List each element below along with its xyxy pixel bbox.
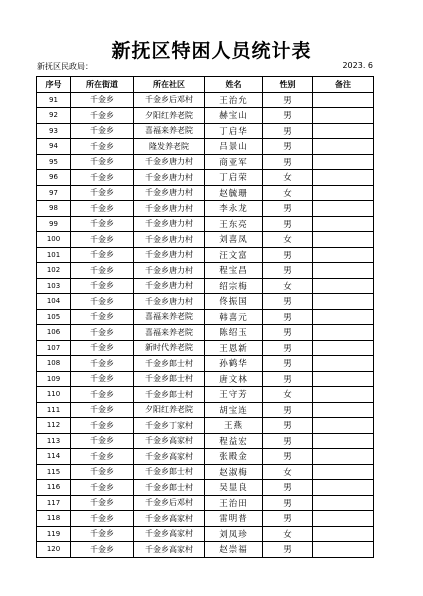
table-row (37, 449, 374, 465)
name-cell: 胡宝连 (205, 402, 263, 418)
gender-cell: 男 (263, 542, 313, 558)
gender-cell: 男 (263, 216, 313, 232)
serial-no-cell: 104 (37, 294, 71, 310)
community-cell: 千金乡郎士村 (134, 371, 205, 387)
serial-no-cell: 92 (37, 108, 71, 124)
issuing-unit: 新抚区民政局： (37, 62, 93, 71)
gender-cell: 男 (263, 139, 313, 155)
serial-no-cell: 107 (37, 340, 71, 356)
street-cell: 千金乡 (71, 263, 134, 279)
serial-no-cell: 120 (37, 542, 71, 558)
gender-cell: 女 (263, 387, 313, 403)
gender-cell: 男 (263, 511, 313, 527)
table-row (37, 495, 374, 511)
serial-no-cell: 97 (37, 185, 71, 201)
gender-cell: 男 (263, 356, 313, 372)
community-cell: 千金乡高家村 (134, 449, 205, 465)
header-row (37, 77, 374, 93)
remarks-cell (313, 495, 374, 511)
name-cell: 孙鹤华 (205, 356, 263, 372)
table-row (37, 154, 374, 170)
table-row (37, 92, 374, 108)
table-row (37, 480, 374, 496)
serial-no-cell: 108 (37, 356, 71, 372)
gender-cell: 女 (263, 464, 313, 480)
gender-cell: 男 (263, 108, 313, 124)
remarks-cell (313, 309, 374, 325)
serial-no-cell: 98 (37, 201, 71, 217)
name-cell: 绍宗梅 (205, 278, 263, 294)
gender-cell: 男 (263, 201, 313, 217)
community-cell: 千金乡高家村 (134, 433, 205, 449)
gender-cell: 男 (263, 433, 313, 449)
remarks-cell (313, 170, 374, 186)
community-cell: 千金乡唐力村 (134, 154, 205, 170)
document-date: 2023. 6 (342, 61, 373, 70)
gender-cell: 男 (263, 263, 313, 279)
community-cell: 千金乡唐力村 (134, 170, 205, 186)
street-cell: 千金乡 (71, 433, 134, 449)
community-cell: 夕阳红养老院 (134, 108, 205, 124)
table-row (37, 340, 374, 356)
remarks-cell (313, 387, 374, 403)
table-row (37, 542, 374, 558)
name-cell: 赫宝山 (205, 108, 263, 124)
gender-cell: 男 (263, 495, 313, 511)
remarks-cell (313, 356, 374, 372)
street-cell: 千金乡 (71, 170, 134, 186)
table-row (37, 294, 374, 310)
gender-cell: 男 (263, 449, 313, 465)
gender-cell: 女 (263, 278, 313, 294)
remarks-cell (313, 402, 374, 418)
table-row (37, 232, 374, 248)
name-cell: 王守芳 (205, 387, 263, 403)
table-row (37, 247, 374, 263)
serial-no-cell: 102 (37, 263, 71, 279)
street-cell: 千金乡 (71, 123, 134, 139)
street-cell: 千金乡 (71, 92, 134, 108)
community-cell: 千金乡郎士村 (134, 356, 205, 372)
name-cell: 汪文富 (205, 247, 263, 263)
remarks-cell (313, 247, 374, 263)
community-cell: 千金乡唐力村 (134, 294, 205, 310)
gender-cell: 男 (263, 92, 313, 108)
street-cell: 千金乡 (71, 232, 134, 248)
street-cell: 千金乡 (71, 464, 134, 480)
street-cell: 千金乡 (71, 495, 134, 511)
gender-cell: 男 (263, 309, 313, 325)
serial-no-cell: 96 (37, 170, 71, 186)
serial-no-cell: 106 (37, 325, 71, 341)
remarks-cell (313, 480, 374, 496)
header-gender: 性别 (263, 77, 313, 93)
serial-no-cell: 103 (37, 278, 71, 294)
remarks-cell (313, 418, 374, 434)
gender-cell: 男 (263, 247, 313, 263)
community-cell: 千金乡唐力村 (134, 216, 205, 232)
name-cell: 吴显良 (205, 480, 263, 496)
name-cell: 王恩新 (205, 340, 263, 356)
gender-cell: 男 (263, 371, 313, 387)
name-cell: 雷明普 (205, 511, 263, 527)
street-cell: 千金乡 (71, 309, 134, 325)
name-cell: 王治田 (205, 495, 263, 511)
remarks-cell (313, 139, 374, 155)
name-cell: 王治允 (205, 92, 263, 108)
serial-no-cell: 115 (37, 464, 71, 480)
serial-no-cell: 117 (37, 495, 71, 511)
name-cell: 程益宏 (205, 433, 263, 449)
table-row (37, 278, 374, 294)
table-row (37, 309, 374, 325)
table-row (37, 216, 374, 232)
remarks-cell (313, 542, 374, 558)
community-cell: 新时代养老院 (134, 340, 205, 356)
street-cell: 千金乡 (71, 526, 134, 542)
name-cell: 赵毓珊 (205, 185, 263, 201)
serial-no-cell: 101 (37, 247, 71, 263)
street-cell: 千金乡 (71, 247, 134, 263)
table-row (37, 356, 374, 372)
remarks-cell (313, 340, 374, 356)
table-row (37, 325, 374, 341)
name-cell: 韩喜元 (205, 309, 263, 325)
gender-cell: 男 (263, 480, 313, 496)
name-cell: 陈绍玉 (205, 325, 263, 341)
serial-no-cell: 113 (37, 433, 71, 449)
header-remarks: 备注 (313, 77, 374, 93)
street-cell: 千金乡 (71, 201, 134, 217)
table-row (37, 139, 374, 155)
community-cell: 喜福来养老院 (134, 309, 205, 325)
street-cell: 千金乡 (71, 294, 134, 310)
community-cell: 千金乡唐力村 (134, 185, 205, 201)
name-cell: 王东亮 (205, 216, 263, 232)
community-cell: 千金乡郎士村 (134, 480, 205, 496)
serial-no-cell: 93 (37, 123, 71, 139)
remarks-cell (313, 511, 374, 527)
community-cell: 千金乡唐力村 (134, 247, 205, 263)
remarks-cell (313, 92, 374, 108)
gender-cell: 女 (263, 526, 313, 542)
serial-no-cell: 105 (37, 309, 71, 325)
serial-no-cell: 109 (37, 371, 71, 387)
header-community: 所在社区 (134, 77, 205, 93)
table-row (37, 433, 374, 449)
name-cell: 赵崇福 (205, 542, 263, 558)
gender-cell: 女 (263, 232, 313, 248)
street-cell: 千金乡 (71, 216, 134, 232)
street-cell: 千金乡 (71, 511, 134, 527)
name-cell: 吕景山 (205, 139, 263, 155)
table-row (37, 526, 374, 542)
serial-no-cell: 95 (37, 154, 71, 170)
remarks-cell (313, 232, 374, 248)
name-cell: 刘凤珍 (205, 526, 263, 542)
table-row (37, 123, 374, 139)
street-cell: 千金乡 (71, 356, 134, 372)
gender-cell: 男 (263, 123, 313, 139)
community-cell: 千金乡后邓村 (134, 92, 205, 108)
serial-no-cell: 118 (37, 511, 71, 527)
name-cell: 刘喜凤 (205, 232, 263, 248)
street-cell: 千金乡 (71, 480, 134, 496)
gender-cell: 男 (263, 418, 313, 434)
street-cell: 千金乡 (71, 418, 134, 434)
name-cell: 丁启华 (205, 123, 263, 139)
table-row (37, 263, 374, 279)
roster-body (37, 92, 374, 557)
community-cell: 千金乡丁家村 (134, 418, 205, 434)
gender-cell: 男 (263, 340, 313, 356)
street-cell: 千金乡 (71, 387, 134, 403)
remarks-cell (313, 123, 374, 139)
remarks-cell (313, 433, 374, 449)
community-cell: 千金乡郎士村 (134, 387, 205, 403)
remarks-cell (313, 201, 374, 217)
name-cell: 赵淑梅 (205, 464, 263, 480)
remarks-cell (313, 325, 374, 341)
community-cell: 喜福来养老院 (134, 123, 205, 139)
serial-no-cell: 99 (37, 216, 71, 232)
name-cell: 商亚军 (205, 154, 263, 170)
roster-table (36, 76, 374, 558)
street-cell: 千金乡 (71, 139, 134, 155)
remarks-cell (313, 185, 374, 201)
table-row (37, 108, 374, 124)
table-row (37, 387, 374, 403)
community-cell: 千金乡郎士村 (134, 464, 205, 480)
community-cell: 千金乡高家村 (134, 511, 205, 527)
header-serial-no: 序号 (37, 77, 71, 93)
table-row (37, 170, 374, 186)
community-cell: 千金乡唐力村 (134, 232, 205, 248)
street-cell: 千金乡 (71, 449, 134, 465)
serial-no-cell: 119 (37, 526, 71, 542)
serial-no-cell: 94 (37, 139, 71, 155)
street-cell: 千金乡 (71, 542, 134, 558)
community-cell: 千金乡唐力村 (134, 201, 205, 217)
table-row (37, 511, 374, 527)
gender-cell: 男 (263, 294, 313, 310)
table-row (37, 185, 374, 201)
remarks-cell (313, 449, 374, 465)
community-cell: 喜福来养老院 (134, 325, 205, 341)
street-cell: 千金乡 (71, 325, 134, 341)
remarks-cell (313, 216, 374, 232)
community-cell: 千金乡唐力村 (134, 278, 205, 294)
name-cell: 张殿金 (205, 449, 263, 465)
serial-no-cell: 114 (37, 449, 71, 465)
remarks-cell (313, 526, 374, 542)
serial-no-cell: 112 (37, 418, 71, 434)
community-cell: 千金乡唐力村 (134, 263, 205, 279)
street-cell: 千金乡 (71, 278, 134, 294)
table-row (37, 464, 374, 480)
street-cell: 千金乡 (71, 108, 134, 124)
street-cell: 千金乡 (71, 371, 134, 387)
serial-no-cell: 116 (37, 480, 71, 496)
remarks-cell (313, 108, 374, 124)
remarks-cell (313, 371, 374, 387)
gender-cell: 男 (263, 154, 313, 170)
table-row (37, 418, 374, 434)
header-street: 所在街道 (71, 77, 134, 93)
remarks-cell (313, 154, 374, 170)
header-name: 姓名 (205, 77, 263, 93)
name-cell: 丁启荣 (205, 170, 263, 186)
name-cell: 程宝昌 (205, 263, 263, 279)
gender-cell: 女 (263, 185, 313, 201)
community-cell: 千金乡后邓村 (134, 495, 205, 511)
street-cell: 千金乡 (71, 185, 134, 201)
remarks-cell (313, 294, 374, 310)
table-row (37, 402, 374, 418)
gender-cell: 男 (263, 402, 313, 418)
table-row (37, 371, 374, 387)
community-cell: 千金乡高家村 (134, 542, 205, 558)
street-cell: 千金乡 (71, 340, 134, 356)
street-cell: 千金乡 (71, 402, 134, 418)
serial-no-cell: 100 (37, 232, 71, 248)
name-cell: 佟振国 (205, 294, 263, 310)
street-cell: 千金乡 (71, 154, 134, 170)
remarks-cell (313, 464, 374, 480)
community-cell: 夕阳红养老院 (134, 402, 205, 418)
name-cell: 王燕 (205, 418, 263, 434)
serial-no-cell: 91 (37, 92, 71, 108)
name-cell: 李永龙 (205, 201, 263, 217)
serial-no-cell: 110 (37, 387, 71, 403)
community-cell: 千金乡高家村 (134, 526, 205, 542)
remarks-cell (313, 263, 374, 279)
gender-cell: 女 (263, 170, 313, 186)
name-cell: 唐文林 (205, 371, 263, 387)
serial-no-cell: 111 (37, 402, 71, 418)
remarks-cell (313, 278, 374, 294)
community-cell: 隆发养老院 (134, 139, 205, 155)
table-row (37, 201, 374, 217)
gender-cell: 男 (263, 325, 313, 341)
document-title: 新抚区特困人员统计表 (111, 40, 312, 62)
